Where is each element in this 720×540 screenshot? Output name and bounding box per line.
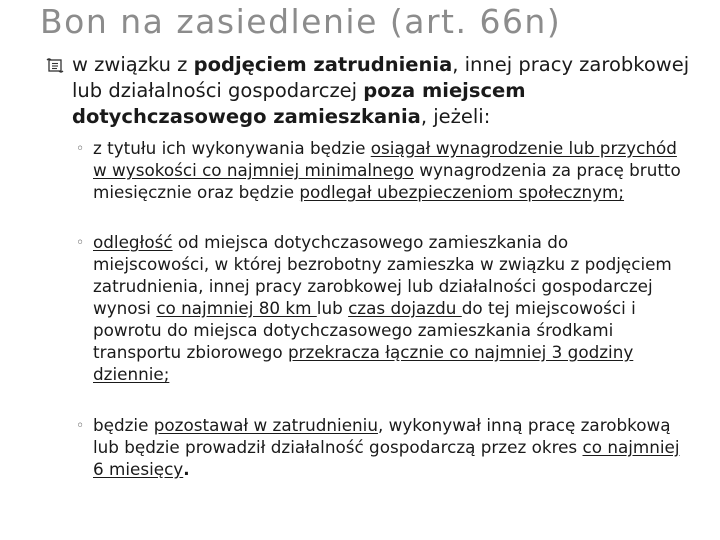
- main-point-text: [46, 52, 706, 130]
- underlined-phrase: czas dojazdu: [348, 298, 462, 318]
- condition-text-segment: lub: [316, 298, 349, 318]
- condition-text: [76, 414, 688, 480]
- condition-text: [76, 231, 688, 385]
- condition-item-distance: [76, 231, 688, 385]
- condition-text-segment: do tej miejscowości i powrotu do miejsca dotychczasowego zamieszkania środkami transportu zbiorowego: [93, 298, 636, 362]
- underlined-phrase: odległość: [93, 232, 173, 252]
- underlined-phrase: co najmniej 80 km: [156, 298, 317, 318]
- condition-text-segment: z tytułu ich wykonywania będzie: [93, 138, 371, 158]
- underlined-phrase: pozostawał w zatrudnieniu: [153, 415, 378, 435]
- condition-text-segment: od miejsca dotychczasowego zamieszkania do miejscowości, w której bezrobotny zamieszka w związku z podjęciem zatrudnienia, innej pracy zarobkowej lub działalności gospodarczej wynosi: [93, 232, 672, 318]
- main-highlight-location: poza miejscem dotychczasowego zamieszkania: [72, 79, 526, 128]
- main-text-segment: , innej pracy zarobkowej lub działalności gospodarczej: [72, 53, 690, 102]
- underlined-phrase: przekracza łącznie co najmniej 3 godziny dziennie;: [93, 342, 634, 384]
- main-text-segment: w związku z: [72, 53, 194, 76]
- circle-bullet-icon: ◦: [76, 141, 85, 157]
- condition-text-segment: wynagrodzenia za pracę brutto miesięcznie oraz będzie: [93, 160, 681, 202]
- condition-text-segment: będzie: [93, 415, 154, 435]
- circle-bullet-icon: ◦: [76, 235, 85, 251]
- main-bullet-point: [46, 52, 706, 130]
- main-text-segment: , jeżeli:: [420, 105, 491, 128]
- condition-text: [76, 137, 688, 203]
- condition-item-income: [76, 137, 688, 203]
- condition-text-segment: .: [183, 459, 190, 479]
- condition-text-segment: , wykonywał inną pracę zarobkową lub będzie prowadził działalność gospodarczą przez okres: [93, 415, 671, 457]
- underlined-phrase: co najmniej 6 miesięcy: [93, 437, 680, 479]
- condition-item-duration: [76, 414, 688, 480]
- circle-bullet-icon: ◦: [76, 418, 85, 434]
- scroll-icon: [46, 58, 64, 73]
- page-title: Bon na zasiedlenie (art. 66n): [40, 2, 562, 41]
- main-highlight-employment: podjęciem zatrudnienia: [193, 53, 453, 76]
- underlined-phrase: osiągał wynagrodzenie lub przychód w wysokości co najmniej minimalnego: [93, 138, 677, 180]
- underlined-phrase: podlegał ubezpieczeniom społecznym;: [299, 182, 625, 202]
